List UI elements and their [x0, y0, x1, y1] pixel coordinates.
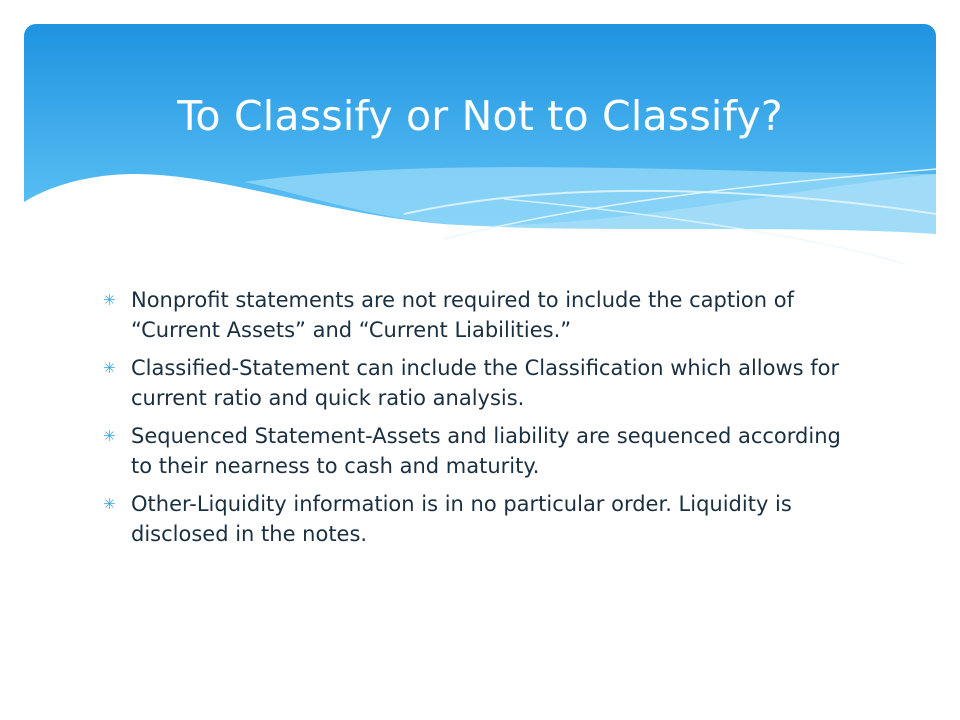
bullet-text: Sequenced Statement-Assets and liability are sequenced according to their nearness to cash and maturity.: [131, 424, 841, 478]
bullet-text: Other-Liquidity information is in no particular order. Liquidity is disclosed in the notes.: [131, 492, 792, 546]
bullet-star-icon: ✳: [103, 291, 116, 309]
header-wave-graphic: [24, 24, 936, 264]
bullet-item-1: [103, 285, 863, 345]
bullet-star-icon: ✳: [103, 359, 116, 377]
bullet-text: Classified-Statement can include the Classification which allows for current ratio and quick ratio analysis.: [131, 356, 840, 410]
header-banner: [24, 24, 936, 264]
bullet-item-3: [103, 421, 863, 481]
bullet-item-2: [103, 353, 863, 413]
slide-title: To Classify or Not to Classify?: [177, 92, 783, 140]
bullet-list: [103, 285, 863, 557]
bullet-item-4: [103, 489, 863, 549]
bullet-star-icon: ✳: [103, 495, 116, 513]
bullet-star-icon: ✳: [103, 427, 116, 445]
bullet-text: Nonprofit statements are not required to include the caption of “Current Assets” and “Current Liabilities.”: [131, 288, 794, 342]
